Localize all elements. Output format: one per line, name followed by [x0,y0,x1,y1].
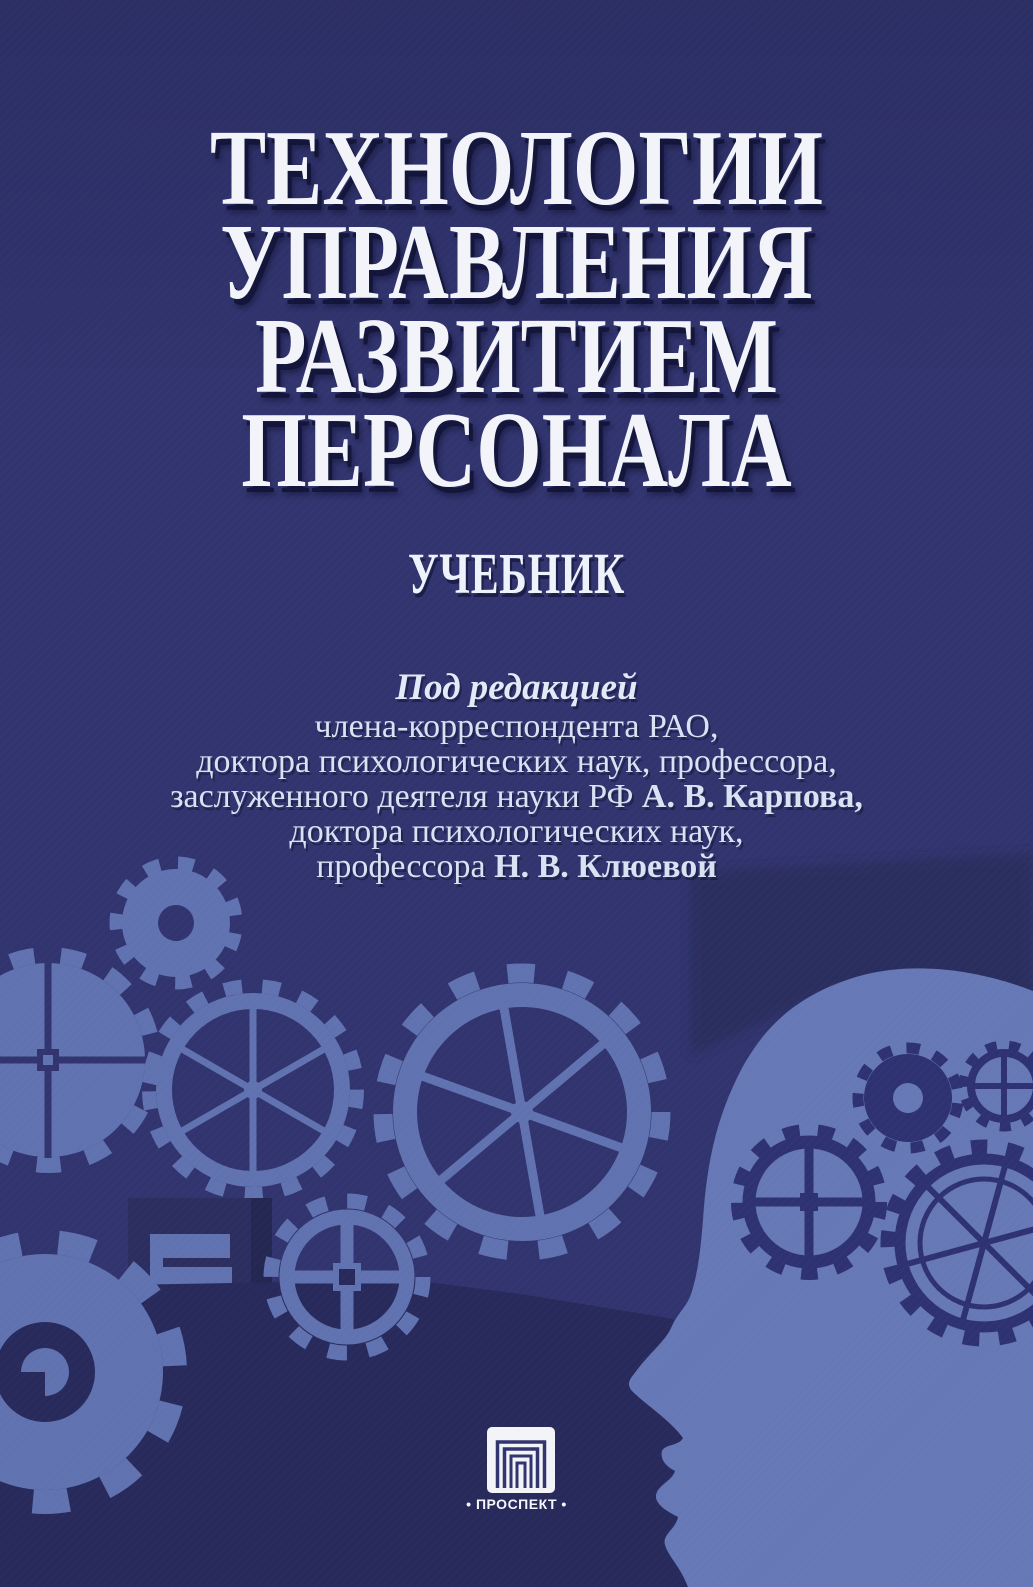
editor-name: Н. В. Клюевой [494,848,717,885]
editor-name: А. В. Карпова, [641,778,863,815]
title-line: РАЗВИТИЕМ [254,297,779,416]
editor-line: заслуженного деятеля науки РФ А. В. Карпова, [170,778,863,815]
editor-line: доктора психологических наук, [289,813,744,850]
title-line: ПЕРСОНАЛА [241,391,792,510]
editor-line: профессора Н. В. Клюевой [316,848,717,885]
title-line: ТЕХНОЛОГИИ [209,109,824,228]
book-title [114,109,920,510]
editors-heading: Под редакцией [395,667,638,708]
title-line: УПРАВЛЕНИЯ [220,203,813,322]
editor-line: члена-корреспондента РАО, [314,708,719,745]
book-subtitle: УЧЕБНИК [407,541,626,606]
editors-block [0,667,1033,885]
editor-line: доктора психологических наук, профессора, [196,743,837,780]
publisher-name: • ПРОСПЕКТ • [466,1496,567,1512]
